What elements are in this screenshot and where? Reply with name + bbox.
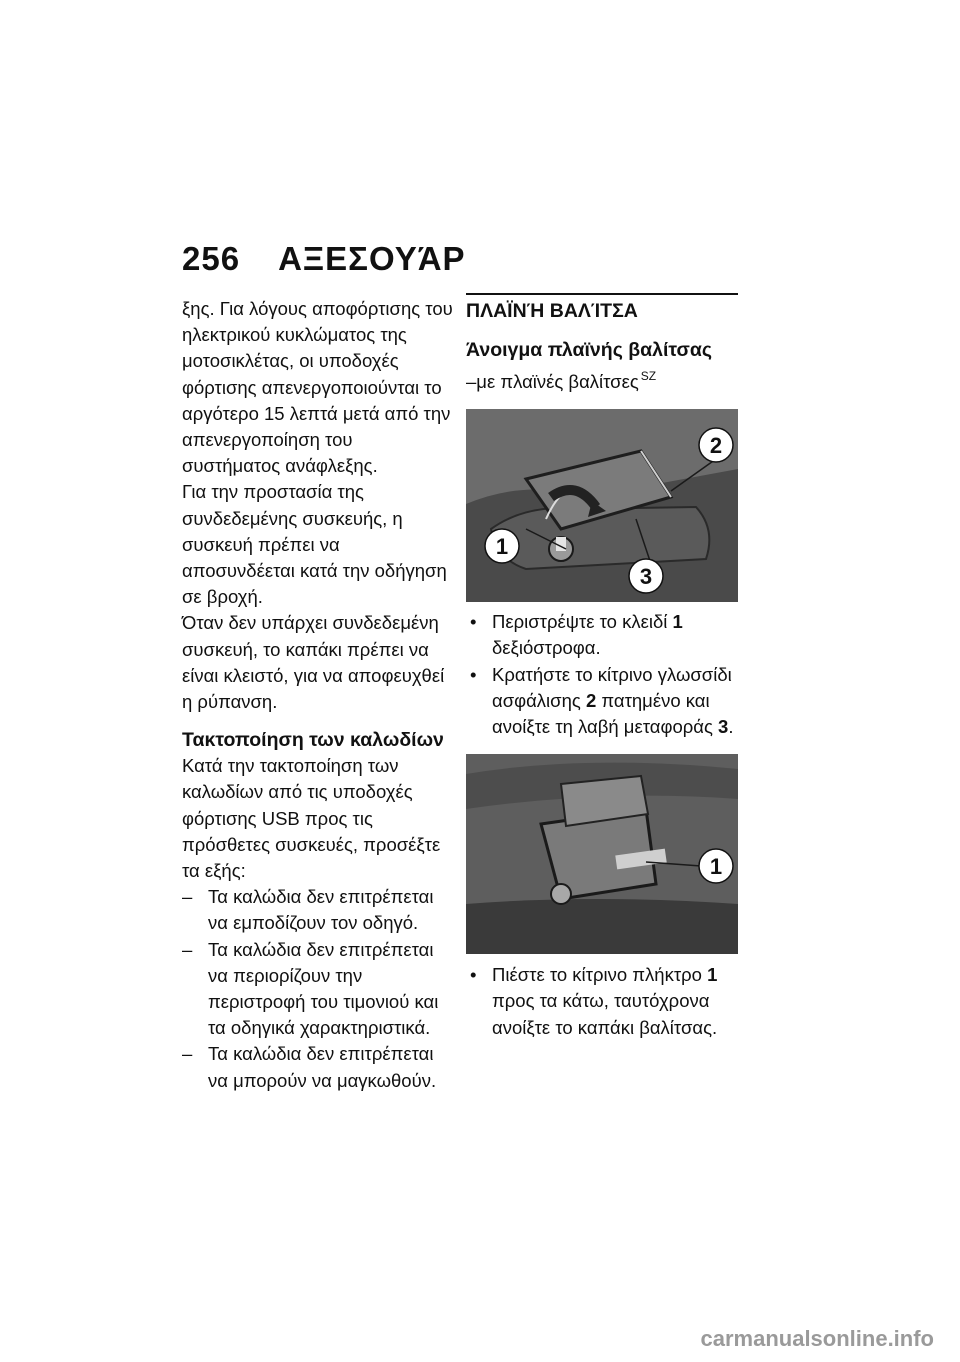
svg-text:2: 2 bbox=[709, 433, 723, 459]
instruction-item: • Κρατήστε το κίτρινο γλωσσίδι ασφάλισης 2 πατημένο και ανοίξτε τη λαβή μεταφοράς 3. bbox=[470, 663, 734, 738]
instruction-item: • Πιέστε το κίτρινο πλήκτρο 1 προς τα κάτω, ταυτόχρονα ανοίξτε το καπάκι βαλίτσας. bbox=[470, 964, 718, 1038]
callout-2 bbox=[699, 428, 733, 462]
page-header bbox=[182, 240, 466, 278]
applicability-note: –με πλαϊνές βαλίτσες $^{SZ}$ bbox=[466, 369, 657, 392]
callout-1 bbox=[699, 849, 733, 883]
section-title: ΑΞΕΣΟΥΆΡ bbox=[278, 240, 466, 277]
list-item: – Τα καλώδια δεν επιτρέπεται να μπορούν να μαγκωθούν. bbox=[182, 1043, 437, 1091]
callout-3 bbox=[629, 559, 663, 593]
svg-text:1: 1 bbox=[709, 854, 723, 880]
cable-routing-heading: Τακτοποίηση των καλωδίων bbox=[182, 729, 444, 752]
list-item: – Τα καλώδια δεν επιτρέπεται να εμποδίζουν τον οδηγό. bbox=[182, 886, 434, 934]
pannier-lid-figure bbox=[466, 754, 738, 954]
right-column bbox=[466, 296, 738, 1041]
subsection-heading: Άνοιγμα πλαϊνής βαλίτσας bbox=[466, 339, 713, 361]
watermark: carmanualsonline.info bbox=[700, 1326, 934, 1351]
page-number: 256 bbox=[182, 240, 241, 277]
svg-text:1: 1 bbox=[495, 534, 509, 560]
paragraph: Για την προστασία της συνδεδεμένης συσκευής, η συσκευή πρέπει να αποσυνδέεται κατά την οδήγηση σε βροχή. bbox=[182, 481, 447, 608]
paragraph: Όταν δεν υπάρχει συνδεδεμένη συσκευή, το καπάκι πρέπει να είναι κλειστό, για να αποφευχθεί η ρύπανση. bbox=[182, 612, 445, 713]
pannier-key-figure bbox=[466, 409, 738, 602]
paragraph: ξης. Για λόγους αποφόρτισης του ηλεκτρικού κυκλώματος της μοτοσικλέτας, οι υποδοχές φόρτισης απενεργοποιούνται το αργότερο 15 λεπτά μετά από την απενεργοποίηση του συστήματος ανάφλεξης. bbox=[182, 298, 453, 477]
list-item: – Τα καλώδια δεν επιτρέπεται να περιορίζουν την περιστροφή του τιμονιού και τα οδηγικά χαρακτηριστικά. bbox=[182, 938, 439, 1039]
svg-text:3: 3 bbox=[639, 564, 653, 590]
callout-1 bbox=[485, 529, 519, 563]
left-column bbox=[182, 296, 454, 1094]
instruction-item: • Περιστρέψτε το κλειδί 1 δεξιόστροφα. bbox=[470, 611, 683, 659]
paragraph: Κατά την τακτοποίηση των καλωδίων από τις υποδοχές φόρτισης USB προς τις πρόσθετες συσκευές, προσέξτε τα εξής: bbox=[182, 755, 441, 882]
section-heading: ΠΛΑΪΝΉ ΒΑΛΊΤΣΑ bbox=[466, 293, 738, 324]
